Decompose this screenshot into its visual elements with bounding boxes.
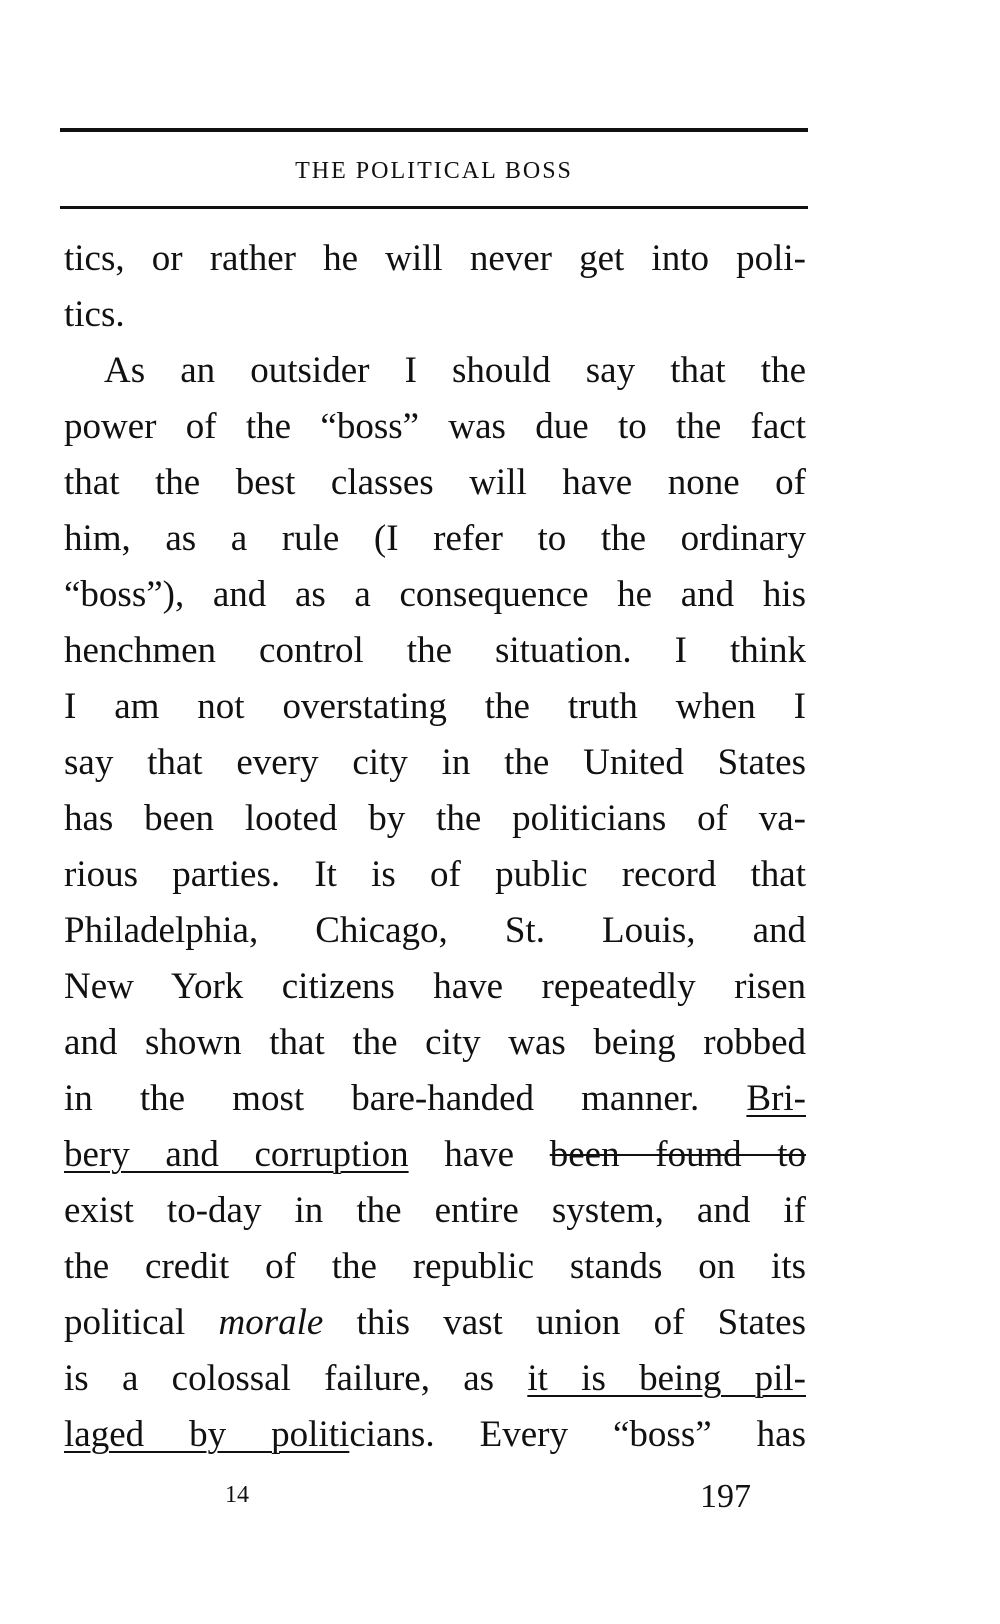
text-line (64, 1407, 806, 1463)
text-line: the credit of the republic stands on its (64, 1246, 806, 1287)
text-segment: in the most bare-handed manner. (64, 1078, 747, 1119)
text-line (64, 1351, 806, 1407)
text-line (64, 1071, 806, 1127)
page-body (64, 231, 806, 1463)
italic-text: morale (218, 1302, 324, 1343)
text-line: and shown that the city was being robbed (64, 1022, 806, 1063)
text-segment: cians. Every “boss” has (349, 1414, 806, 1455)
text-line: has been looted by the politicians of va- (64, 798, 806, 839)
text-line: “boss”), and as a consequence he and his (64, 574, 806, 615)
text-line: exist to-day in the entire system, and if (64, 1190, 806, 1231)
underlined-text: Bri- (746, 1078, 806, 1119)
struck-text: been found to (549, 1134, 806, 1175)
text-segment: is a colossal failure, as (64, 1358, 528, 1399)
text-line (64, 1127, 806, 1183)
text-line: power of the “boss” was due to the fact (64, 406, 806, 447)
running-header: THE POLITICAL BOSS (295, 158, 573, 184)
underlined-text: it is being pil- (527, 1358, 806, 1399)
text-line: say that every city in the United States (64, 742, 806, 783)
text-line: henchmen control the situation. I think (64, 630, 806, 671)
text-line: that the best classes will have none of (64, 462, 806, 503)
text-line: New York citizens have repeatedly risen (64, 966, 806, 1007)
header-rule-bottom (60, 206, 808, 209)
text-segment: this vast union of States (323, 1302, 806, 1343)
text-line (64, 1295, 806, 1351)
text-line: rious parties. It is of public record that (64, 854, 806, 895)
text-line: tics, or rather he will never get into poli- (64, 238, 806, 279)
underlined-text: bery and corruption (64, 1134, 409, 1175)
page-number: 197 (700, 1478, 751, 1515)
text-line: tics. (64, 294, 125, 335)
underlined-text: laged by politi (64, 1414, 350, 1455)
text-line: As an outsider I should say that the (104, 350, 806, 391)
text-segment: political (64, 1302, 219, 1343)
page-footer (60, 1478, 808, 1518)
text-line: I am not overstating the truth when I (64, 686, 806, 727)
text-segment: have (408, 1134, 550, 1175)
header-rule-top (60, 128, 808, 132)
signature-mark: 14 (225, 1482, 249, 1508)
text-line: him, as a rule (I refer to the ordinary (64, 518, 806, 559)
text-line: Philadelphia, Chicago, St. Louis, and (64, 910, 806, 951)
